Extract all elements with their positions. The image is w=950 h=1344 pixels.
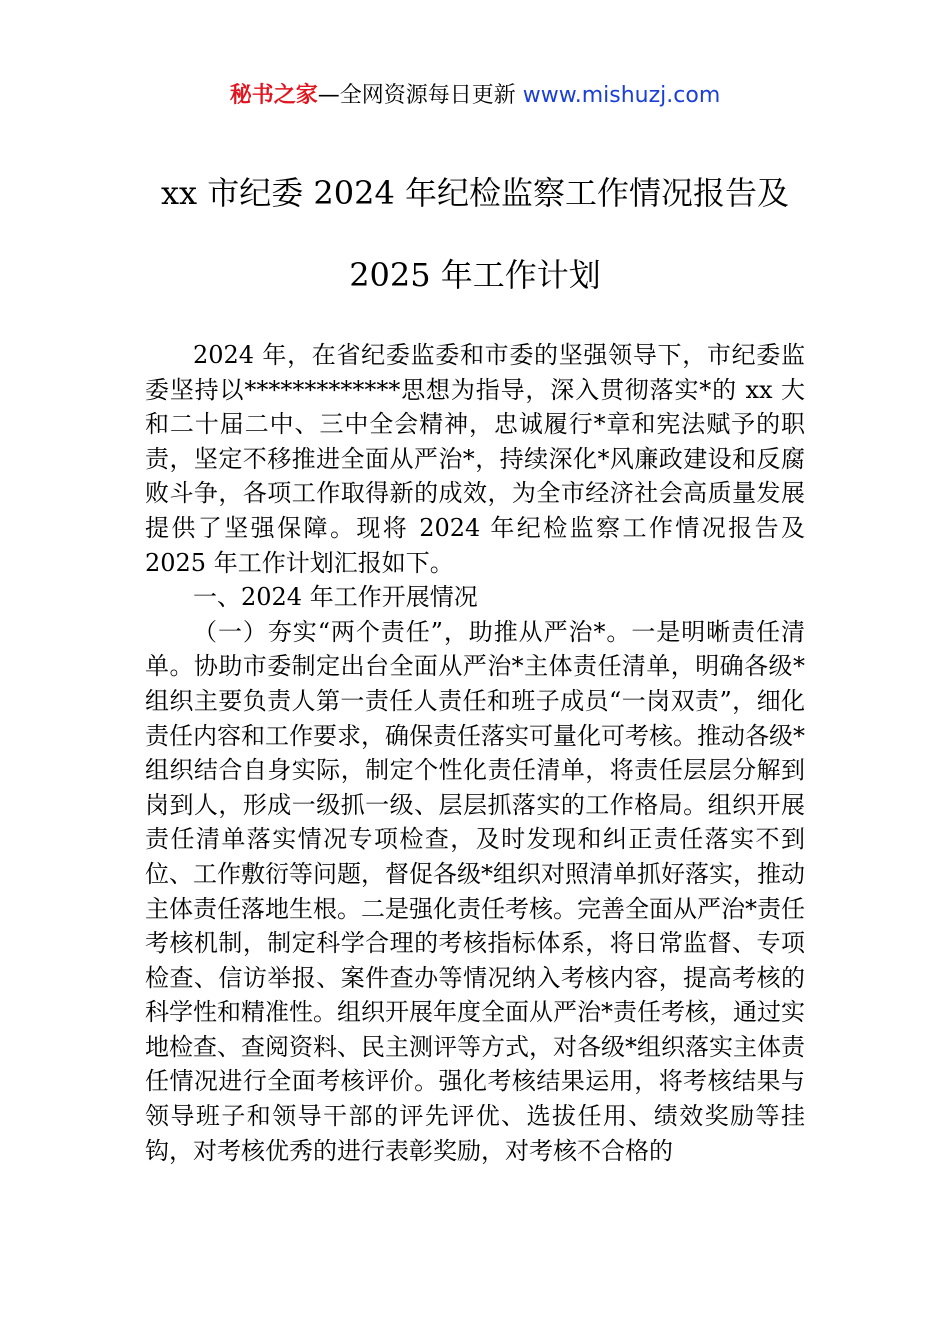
title-line-2: 2025 年工作计划 [349,256,601,294]
site-brand: 秘书之家 [229,83,318,108]
title-line-1: xx 市纪委 2024 年纪检监察工作情况报告及 [160,174,790,212]
document-body [145,338,805,1168]
site-url-link[interactable]: www.mishuzj.com [522,83,721,108]
intro-paragraph: 2024 年，在省纪委监委和市委的坚强领导下，市纪委监委坚持以*************思想为指导，深入贯彻落实*的 xx 大和二十届二中、三中全会精神，忠诚履行*章和宪法赋予的职责，坚定不移推进全面从严治*，持续深化*风廉政建设和反腐败斗争，各项工作取得新的成效，为全市经济社会高质量发展提供了坚强保障。现将 2024 年纪检监察工作情况报告及 2025 年工作计划汇报如下。 [145,341,805,577]
section-heading: 一、2024 年工作开展情况 [193,583,478,612]
section-paragraph: （一）夯实“两个责任”，助推从严治*。一是明晰责任清单。协助市委制定出台全面从严治*主体责任清单，明确各级*组织主要负责人第一责任人责任和班子成员“一岗双责”，细化责任内容和工作要求，确保责任落实可量化可考核。推动各级*组织结合自身实际，制定个性化责任清单，将责任层层分解到岗到人，形成一级抓一级、层层抓落实的工作格局。组织开展责任清单落实情况专项检查，及时发现和纠正责任落实不到位、工作敷衍等问题，督促各级*组织对照清单抓好落实，推动主体责任落地生根。二是强化责任考核。完善全面从严治*责任考核机制，制定科学合理的考核指标体系，将日常监督、专项检查、信访举报、案件查办等情况纳入考核内容，提高考核的科学性和精准性。组织开展年度全面从严治*责任考核，通过实地检查、查阅资料、民主测评等方式，对各级*组织落实主体责任情况进行全面考核评价。强化考核结果运用，将考核结果与领导班子和领导干部的评先评优、选拔任用、绩效奖励等挂钩，对考核优秀的进行表彰奖励，对考核不合格的 [145,617,805,1165]
document-title [100,152,850,316]
site-tagline: —全网资源每日更新 [317,83,523,108]
site-header [0,80,950,112]
